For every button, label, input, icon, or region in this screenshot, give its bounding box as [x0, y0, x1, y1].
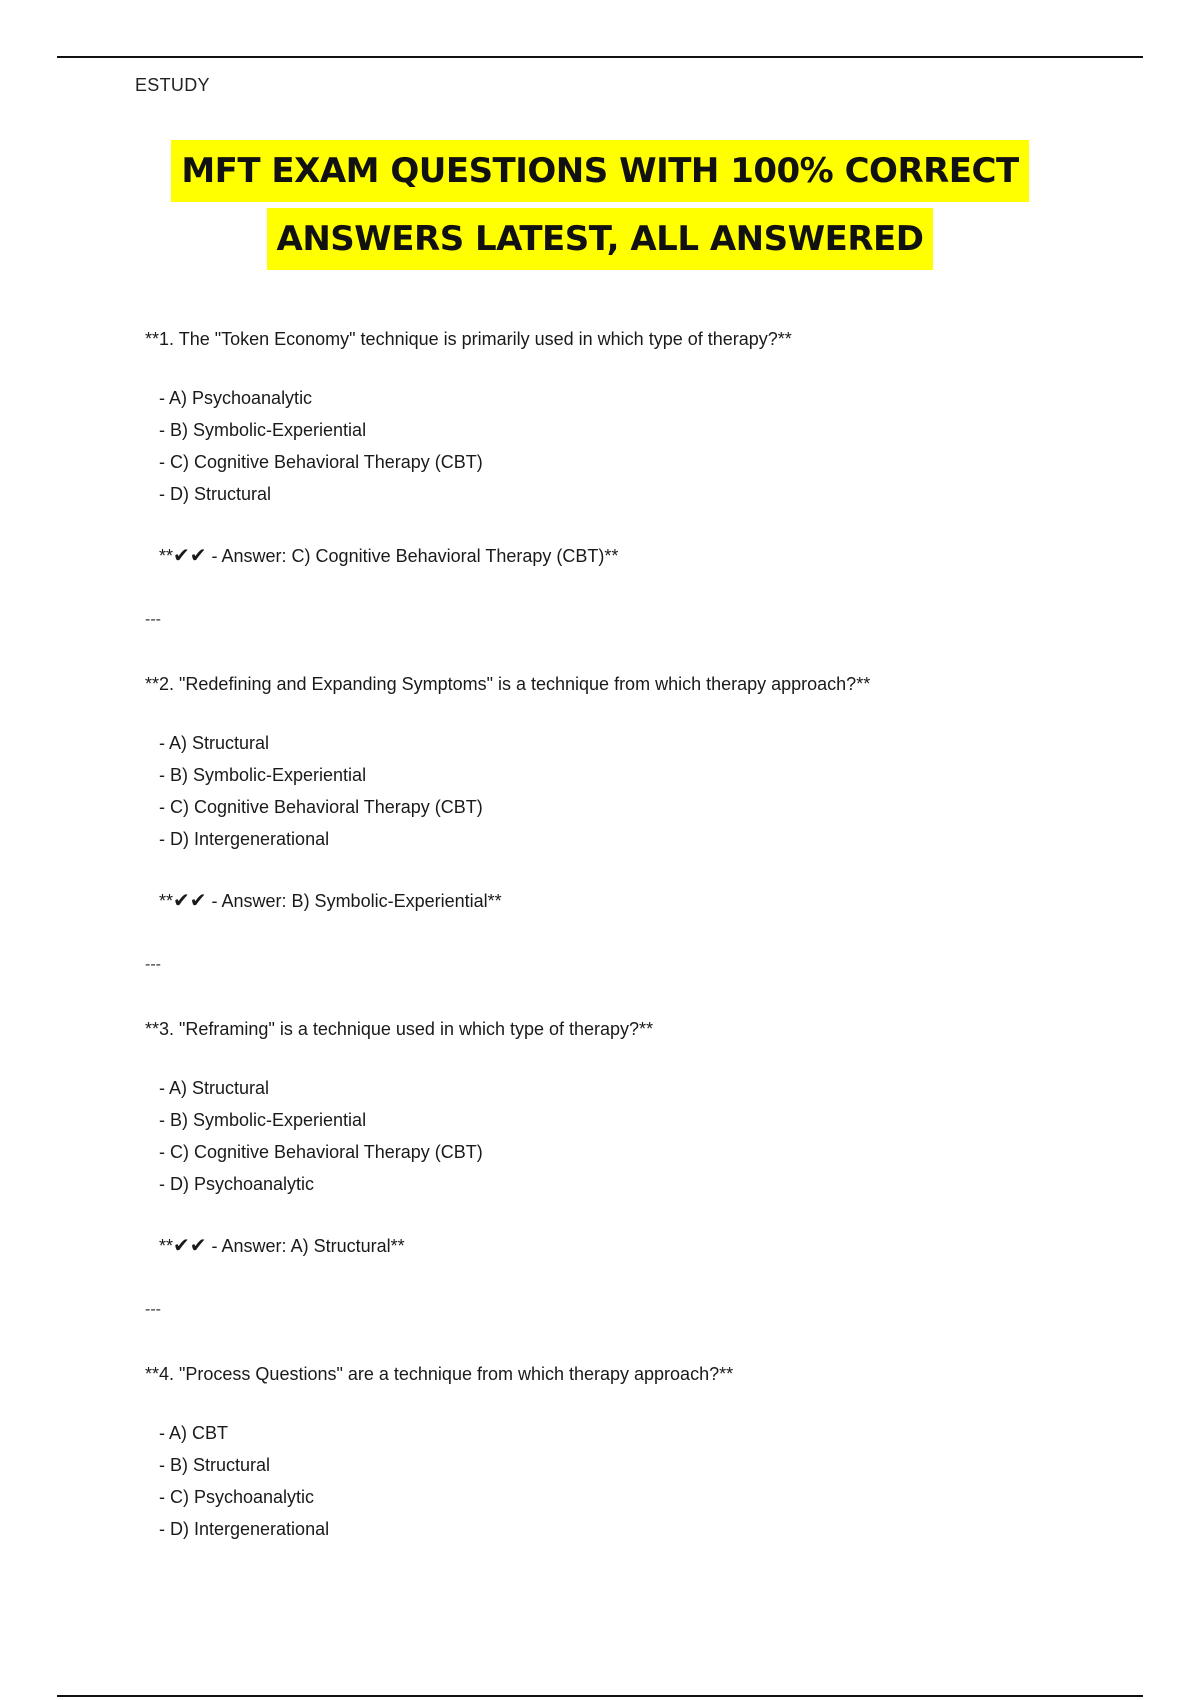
option-item: - C) Cognitive Behavioral Therapy (CBT) [159, 452, 483, 472]
option-item: - A) CBT [159, 1423, 229, 1443]
option-item: - C) Cognitive Behavioral Therapy (CBT) [159, 1142, 483, 1162]
option-item: - A) Structural [159, 1078, 270, 1098]
top-rule [57, 56, 1143, 58]
checkmark-icon: ✔✔ [173, 888, 207, 912]
answer-line [159, 1232, 1145, 1259]
answer-prefix: ** [159, 891, 174, 911]
option-item: - D) Intergenerational [159, 1519, 330, 1539]
option-item: - D) Psychoanalytic [159, 1174, 315, 1194]
option-item: - B) Symbolic-Experiential [159, 765, 367, 785]
document-title [0, 140, 1200, 276]
separator: --- [145, 956, 161, 973]
question-text: **2. "Redefining and Expanding Symptoms" is a technique from which therapy approach?** [145, 674, 871, 694]
option-item: - D) Structural [159, 484, 272, 504]
answer-text: - Answer: C) Cognitive Behavioral Therapy (CBT)** [206, 546, 619, 566]
question-block [145, 326, 1145, 631]
title-line-1: MFT EXAM QUESTIONS WITH 100% CORRECT [171, 140, 1028, 202]
answer-text: - Answer: A) Structural** [206, 1236, 405, 1256]
separator: --- [145, 1301, 161, 1318]
options-list [145, 382, 1145, 510]
checkmark-icon: ✔✔ [173, 543, 207, 567]
option-item: - A) Structural [159, 733, 270, 753]
question-block [145, 671, 1145, 976]
options-list [145, 1417, 1145, 1545]
option-item: - C) Psychoanalytic [159, 1487, 315, 1507]
question-block [145, 1016, 1145, 1321]
question-text: **3. "Reframing" is a technique used in which type of therapy?** [145, 1019, 654, 1039]
title-line-2: ANSWERS LATEST, ALL ANSWERED [267, 208, 934, 270]
options-list [145, 1072, 1145, 1200]
option-item: - C) Cognitive Behavioral Therapy (CBT) [159, 797, 483, 817]
answer-prefix: ** [159, 546, 174, 566]
question-block [145, 1361, 1145, 1545]
questions-list [145, 326, 1145, 1545]
option-item: - B) Structural [159, 1455, 271, 1475]
answer-line [159, 542, 1145, 569]
bottom-rule [57, 1695, 1143, 1697]
question-text: **4. "Process Questions" are a technique from which therapy approach?** [145, 1364, 734, 1384]
option-item: - B) Symbolic-Experiential [159, 1110, 367, 1130]
option-item: - A) Psychoanalytic [159, 388, 313, 408]
answer-line [159, 887, 1145, 914]
option-item: - D) Intergenerational [159, 829, 330, 849]
checkmark-icon: ✔✔ [173, 1233, 207, 1257]
options-list [145, 727, 1145, 855]
question-text: **1. The "Token Economy" technique is primarily used in which type of therapy?** [145, 329, 792, 349]
option-item: - B) Symbolic-Experiential [159, 420, 367, 440]
answer-text: - Answer: B) Symbolic-Experiential** [206, 891, 502, 911]
header-label: ESTUDY [135, 75, 210, 95]
answer-prefix: ** [159, 1236, 174, 1256]
separator: --- [145, 611, 161, 628]
